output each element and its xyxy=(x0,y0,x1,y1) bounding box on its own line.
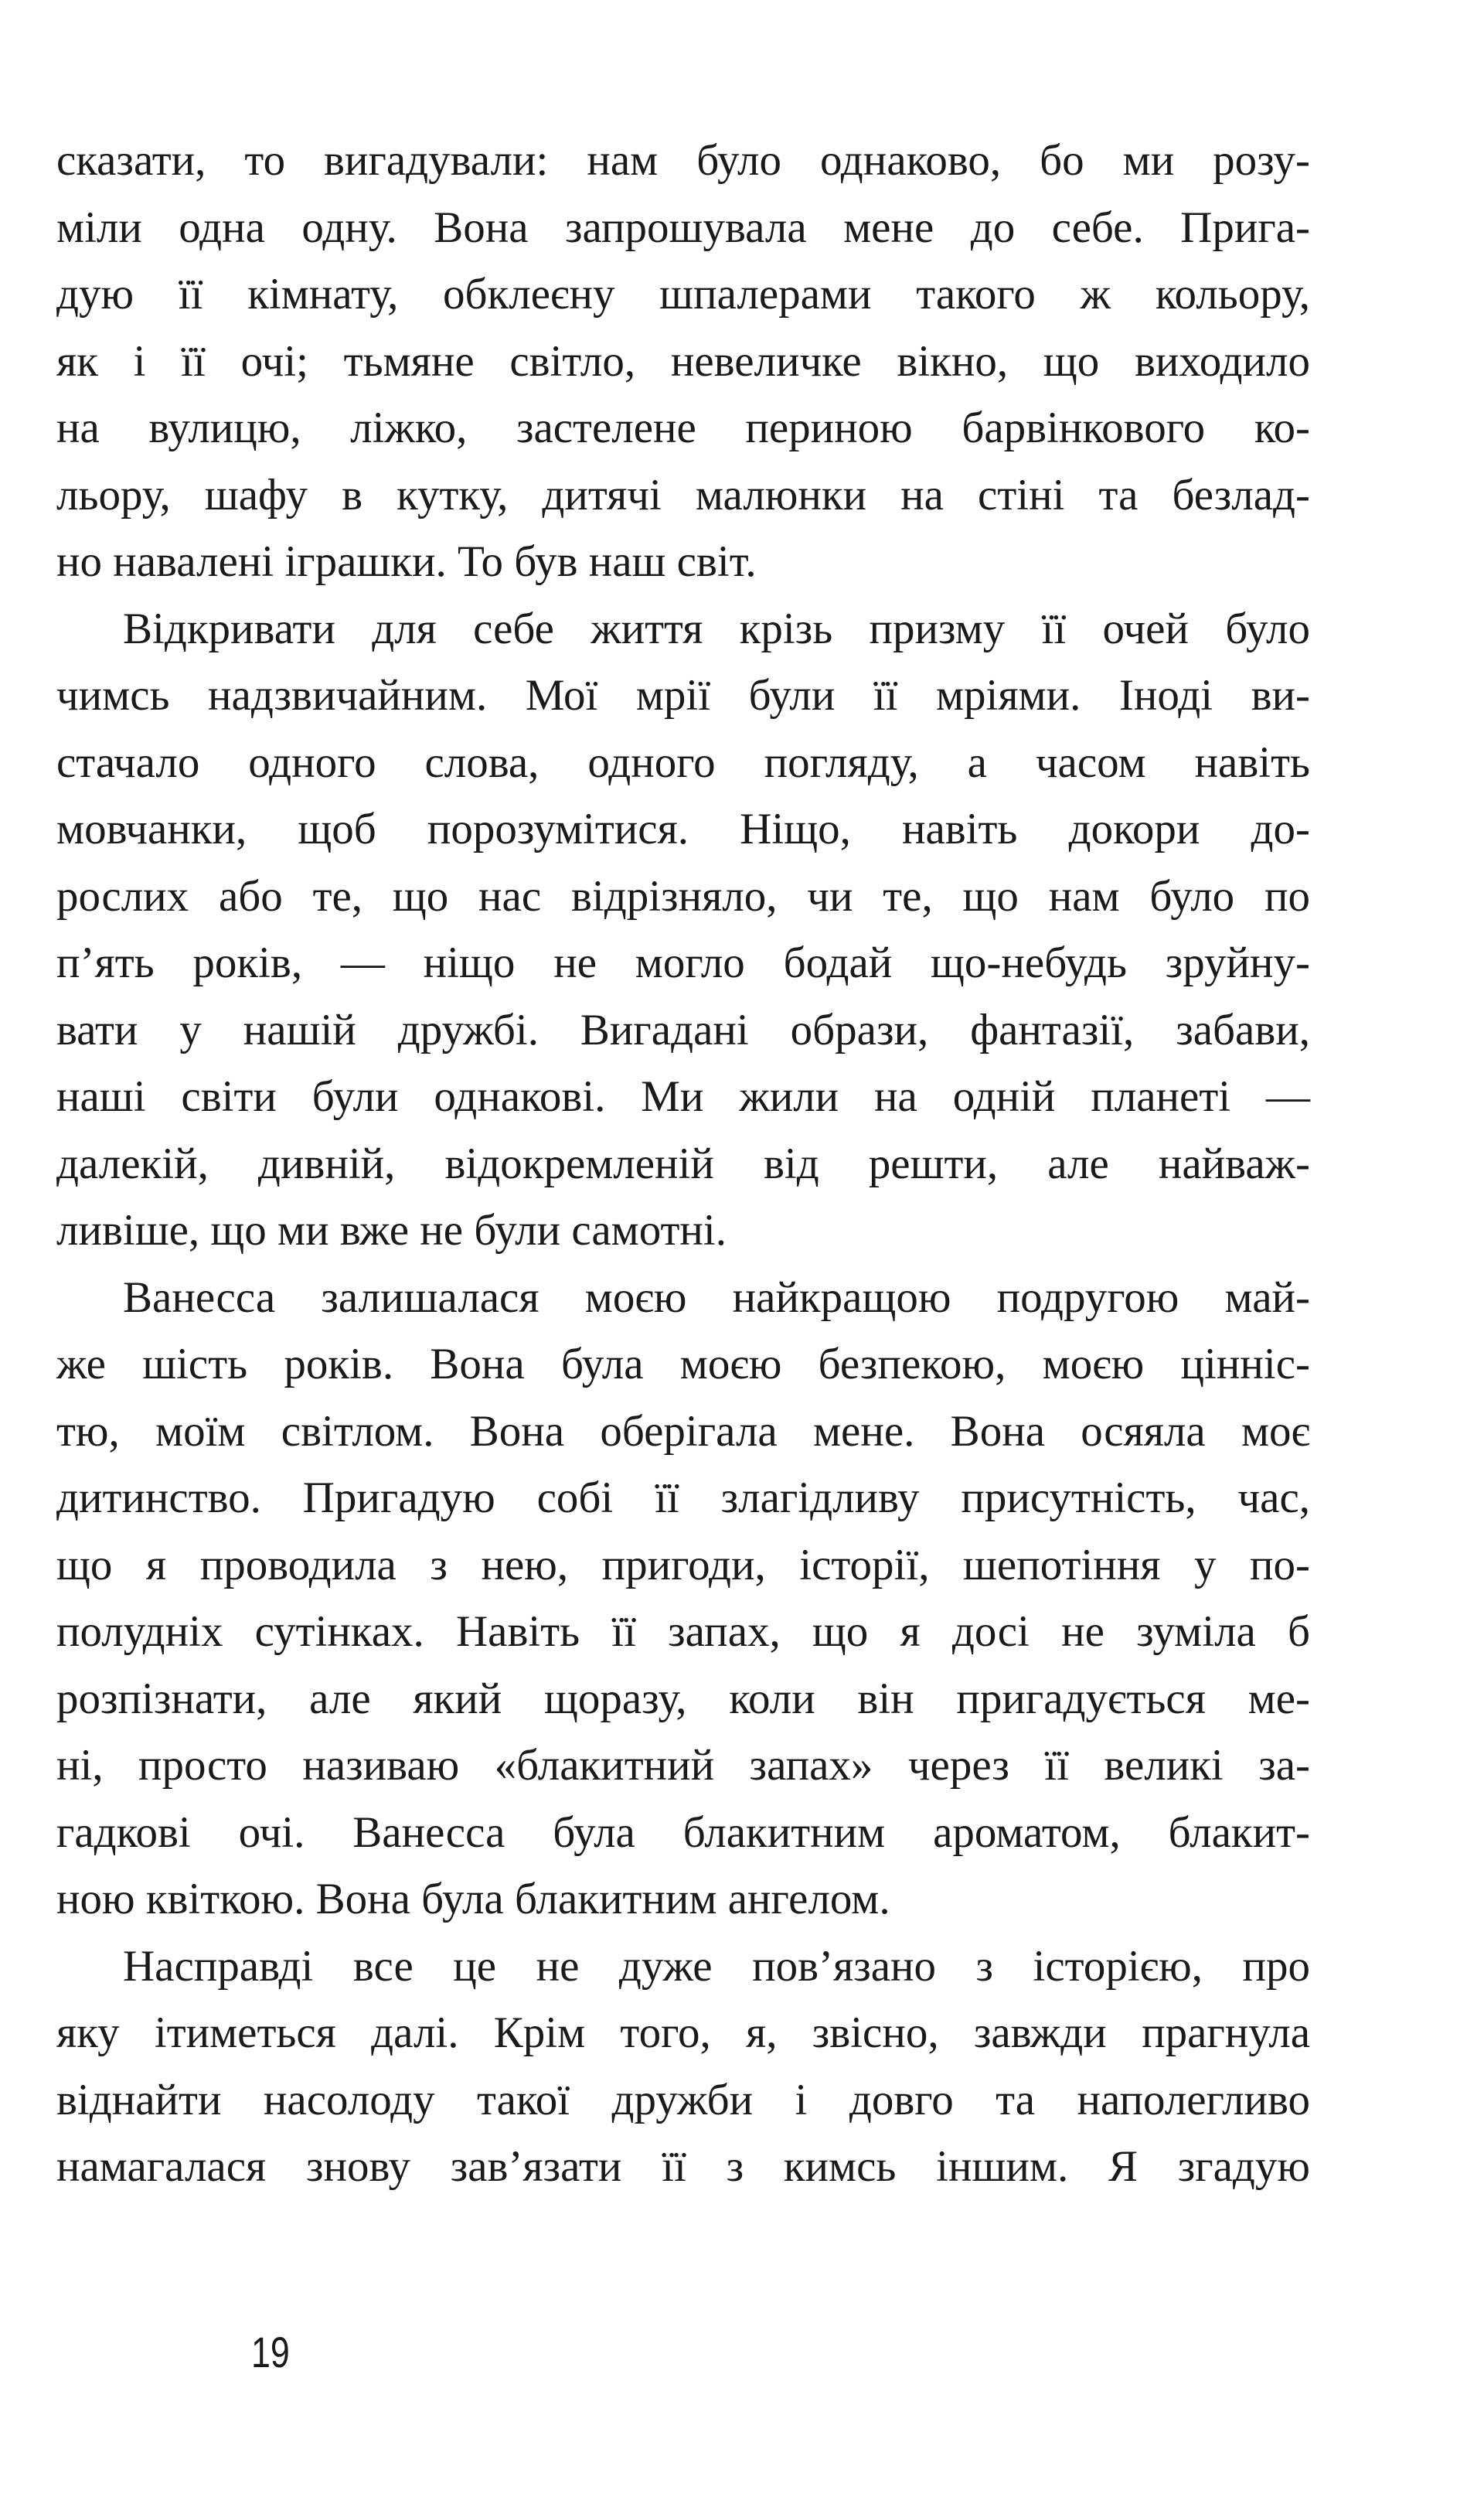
paragraph xyxy=(56,596,1310,1265)
text-line: дитинство. Пригадую собі її злагідливу присутність, час, xyxy=(56,1473,1310,1522)
paragraph xyxy=(56,1933,1310,2201)
text-line: стачало одного слова, одного погляду, а часом навіть xyxy=(56,738,1310,787)
text-line: яку ітиметься далі. Крім того, я, звісно, завжди прагнула xyxy=(56,2008,1310,2057)
text-line: ні, просто називаю «блакитний запах» через її великі за- xyxy=(56,1741,1310,1790)
text-line: наші світи були однакові. Ми жили на одній планеті — xyxy=(56,1072,1310,1121)
text-line: п’ять років, — ніщо не могло бодай що-небудь зруйну- xyxy=(56,938,1310,987)
text-line: вати у нашій дружбі. Вигадані образи, фантазії, забави, xyxy=(56,1005,1310,1054)
text-line: же шість років. Вона була моєю безпекою, моєю цінніс- xyxy=(56,1340,1310,1388)
text-line: міли одна одну. Вона запрошувала мене до себе. Прига- xyxy=(56,203,1310,252)
body-text xyxy=(56,128,1310,2201)
text-line: далекій, дивній, відокремленій від решти, але найваж- xyxy=(56,1139,1310,1188)
text-line: як і її очі; тьмяне світло, невеличке вікно, що виходило xyxy=(56,336,1310,386)
text-line: тю, моїм світлом. Вона оберігала мене. Вона осяяла моє xyxy=(56,1406,1310,1456)
text-line: гадкові очі. Ванесса була блакитним ароматом, блакит- xyxy=(56,1807,1310,1857)
text-line: що я проводила з нею, пригоди, історії, шепотіння у по- xyxy=(56,1540,1310,1589)
text-line: Ванесса залишалася моєю найкращою подругою май- xyxy=(123,1272,1310,1322)
text-line: рослих або те, що нас відрізняло, чи те, що нам було по xyxy=(56,871,1310,921)
text-line: віднайти насолоду такої дружби і довго та наполегливо xyxy=(56,2075,1310,2124)
text-line: намагалася знову зав’язати її з кимсь іншим. Я згадую xyxy=(56,2142,1310,2191)
page-number: 19 xyxy=(251,2328,290,2376)
text-line: сказати, то вигадували: нам було однаково, бо ми розу- xyxy=(56,136,1310,185)
text-line: ною квіткою. Вона була блакитним ангелом. xyxy=(56,1875,890,1923)
text-line: но навалені іграшки. То був наш світ. xyxy=(56,537,757,586)
text-line: льору, шафу в кутку, дитячі малюнки на стіні та безлад- xyxy=(56,470,1310,519)
paragraph xyxy=(56,128,1310,596)
text-line: ливіше, що ми вже не були самотні. xyxy=(56,1206,727,1255)
text-line: мовчанки, щоб порозумітися. Ніщо, навіть докори до- xyxy=(56,805,1310,853)
text-line: розпізнати, але який щоразу, коли він пригадується ме- xyxy=(56,1674,1310,1723)
text-line: Насправді все це не дуже пов’язано з історією, про xyxy=(123,1941,1310,1991)
text-line: чимсь надзвичайним. Мої мрії були її мріями. Іноді ви- xyxy=(56,671,1310,720)
text-line: полудніх сутінках. Навіть її запах, що я досі не зуміла б xyxy=(56,1607,1310,1656)
text-line: Відкривати для себе життя крізь призму її очей було xyxy=(123,604,1310,653)
text-line: на вулицю, ліжко, застелене периною барвінкового ко- xyxy=(56,404,1310,452)
paragraph xyxy=(56,1265,1310,1933)
text-line: дую її кімнату, обклеєну шпалерами такого ж кольору, xyxy=(56,270,1310,319)
